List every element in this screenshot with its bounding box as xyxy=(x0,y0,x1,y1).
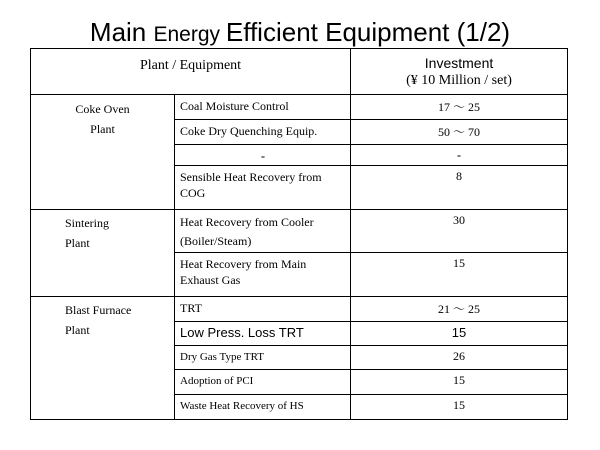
equipment-cell: Coal Moisture Control xyxy=(175,95,351,120)
table-header-row xyxy=(31,49,568,95)
table-row xyxy=(31,297,568,322)
plant-name-line2: Plant xyxy=(90,122,115,136)
equipment-cell: Dry Gas Type TRT xyxy=(175,346,351,370)
plant-name-line1: Blast Furnace xyxy=(65,303,132,317)
investment-cell: 8 xyxy=(351,166,568,210)
investment-cell: 21 ～ 25 xyxy=(351,297,568,322)
header-plant-equipment: Plant / Equipment xyxy=(31,49,351,95)
header-investment-label: Investment xyxy=(424,55,494,71)
plant-name-line2: Plant xyxy=(65,236,90,250)
investment-cell: 50 ～ 70 xyxy=(351,120,568,145)
plant-cell-sintering xyxy=(31,210,175,297)
equipment-cell: TRT xyxy=(175,297,351,322)
plant-cell-coke-oven xyxy=(31,95,175,210)
equipment-cell: Low Press. Loss TRT xyxy=(175,322,351,346)
investment-cell: 26 xyxy=(351,346,568,370)
equipment-cell: Heat Recovery from Main Exhaust Gas xyxy=(175,253,351,297)
page-title xyxy=(0,16,600,51)
equipment-cell: Adoption of PCI xyxy=(175,370,351,395)
investment-cell: 15 xyxy=(351,395,568,420)
equipment-cell: - xyxy=(175,145,351,166)
equipment-cell: Sensible Heat Recovery from COG xyxy=(175,166,351,210)
table-row xyxy=(31,95,568,120)
investment-cell: 15 xyxy=(351,253,568,297)
title-part-energy: Energy xyxy=(153,23,226,46)
investment-cell: 15 xyxy=(351,370,568,395)
equipment-cell: Coke Dry Quenching Equip. xyxy=(175,120,351,145)
table-row xyxy=(31,210,568,253)
plant-name-line1: Sintering xyxy=(65,216,109,230)
investment-cell: 15 xyxy=(351,322,568,346)
investment-cell: 30 xyxy=(351,210,568,253)
plant-name-line2: Plant xyxy=(65,323,90,337)
title-part-main: Main xyxy=(89,17,154,47)
plant-cell-blast-furnace xyxy=(31,297,175,420)
equipment-cell: Heat Recovery from Cooler (Boiler/Steam) xyxy=(175,210,351,253)
equipment-table xyxy=(30,48,568,420)
title-part-efficient: Efficient Equipment (1/2) xyxy=(225,17,511,47)
header-investment-unit: (¥ 10 Million / set) xyxy=(406,73,512,88)
plant-name-line1: Coke Oven xyxy=(75,102,130,116)
header-investment xyxy=(351,49,568,95)
equipment-cell: Waste Heat Recovery of HS xyxy=(175,395,351,420)
investment-cell: - xyxy=(351,145,568,166)
investment-cell: 17 ～ 25 xyxy=(351,95,568,120)
